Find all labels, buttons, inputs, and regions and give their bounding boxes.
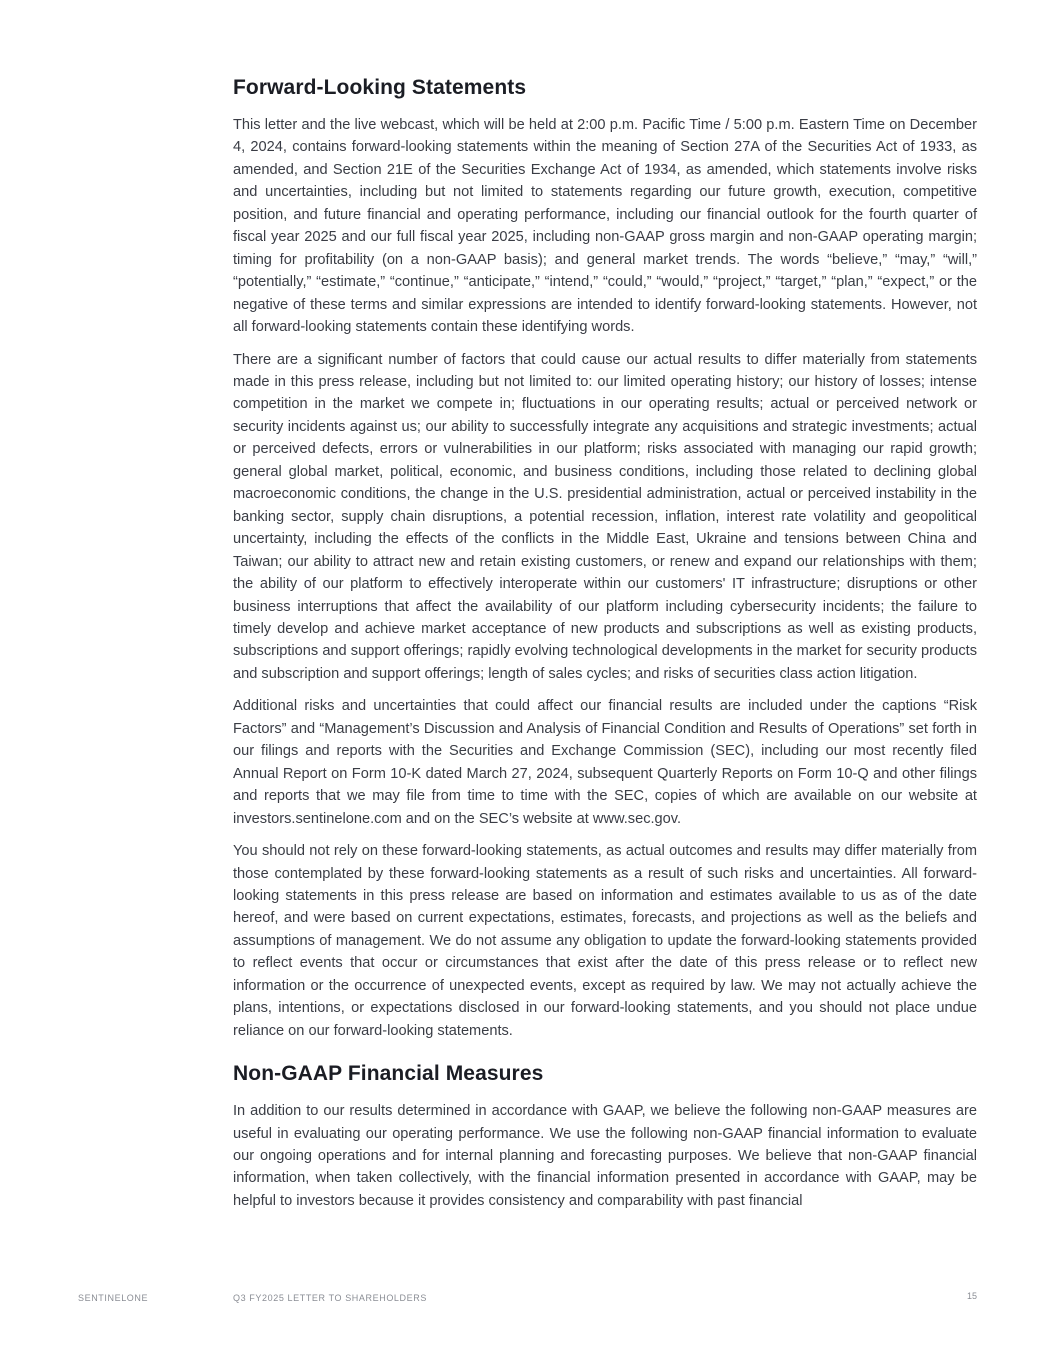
forward-looking-heading: Forward-Looking Statements bbox=[233, 76, 527, 99]
forward-looking-paragraph-4: You should not rely on these forward-looking statements, as actual outcomes and results may differ materially from those contemplated by these forward-looking statements as a result of such risks and uncertainties. All forward-looking statements in this press release are based on information and estimates available to us as of the date hereof, and were based on current expectations, estimates, forecasts, and projections as well as the beliefs and assumptions of management. We do not assume any obligation to update the forward-looking statements provided to reflect events that occur or circumstances that exist after the date of this press release or to reflect new information or the occurrence of unexpected events, except as required by law. We may not actually achieve the plans, intentions, or expectations disclosed in our forward-looking statements, and you should not place undue reliance on our forward-looking statements. bbox=[233, 843, 977, 1039]
forward-looking-paragraph-2: There are a significant number of factors that could cause our actual results to differ materially from statements made in this press release, including but not limited to: our limited operating history; our history of losses; intense competition in the market we compete in; fluctuations in our operating results; actual or perceived network or security incidents against us; our ability to successfully integrate any acquisitions and strategic investments; actual or perceived defects, errors or vulnerabilities in our platform; risks associated with managing our rapid growth; general global market, political, economic, and business conditions, including those related to declining global macroeconomic conditions, the change in the U.S. presidential administration, actual or perceived instability in the banking sector, supply chain disruptions, a potential recession, inflation, interest rate volatility and geopolitical uncertainty, including the effects of the conflicts in the Middle East, Ukraine and tensions between China and Taiwan; our ability to attract new and retain existing customers, or renew and expand our relationships with them; the ability of our platform to effectively interoperate within our customers' IT infrastructure; disruptions or other business interruptions that affect the availability of our platform including cybersecurity incidents; the failure to timely develop and achieve market acceptance of new products and subscriptions as well as existing products, subscriptions and support offerings; rapidly evolving technological developments in the market for security products and subscription and support offerings; length of sales cycles; and risks of securities class action litigation. bbox=[233, 351, 977, 682]
page-content bbox=[233, 74, 977, 1222]
footer-brand: SENTINELONE bbox=[78, 1293, 149, 1303]
forward-looking-paragraph-1: This letter and the live webcast, which will be held at 2:00 p.m. Pacific Time / 5:00 p.m. Eastern Time on December 4, 2024, contains forward-looking statements within the meaning of Section 27A of the Securities Act of 1933, as amended, and Section 21E of the Securities Exchange Act of 1934, as amended, which statements involve risks and uncertainties, including but not limited to statements regarding our future growth, execution, competitive position, and future financial and operating performance, including our financial outlook for the fourth quarter of fiscal year 2025 and our full fiscal year 2025, including non-GAAP gross margin and non-GAAP operating margin; timing for profitability (on a non-GAAP basis); and general market trends. The words “believe,” “may,” “will,” “potentially,” “estimate,” “continue,” “anticipate,” “intend,” “could,” “would,” “project,” “target,” “plan,” “expect,” or the negative of these terms and similar expressions are intended to identify forward-looking statements. However, not all forward-looking statements contain these identifying words. bbox=[233, 117, 977, 336]
forward-looking-paragraph-3: Additional risks and uncertainties that could affect our financial results are included under the captions “Risk Factors” and “Management’s Discussion and Analysis of Financial Condition and Results of Operations” set forth in our filings and reports with the Securities and Exchange Commission (SEC), including our most recently filed Annual Report on Form 10-K dated March 27, 2024, subsequent Quarterly Reports on Form 10-Q and other filings and reports that we may file from time to time with the SEC, copies of which are available on our website at investors.sentinelone.com and on the SEC’s website at www.sec.gov. bbox=[233, 698, 977, 827]
page-number: 15 bbox=[966, 1291, 977, 1301]
non-gaap-heading: Non-GAAP Financial Measures bbox=[233, 1062, 544, 1086]
footer-document-title: Q3 FY2025 LETTER TO SHAREHOLDERS bbox=[233, 1293, 427, 1303]
non-gaap-paragraph-1: In addition to our results determined in accordance with GAAP, we believe the following non-GAAP measures are useful in evaluating our operating performance. We use the following non-GAAP financial information to evaluate our ongoing operations and for internal planning and forecasting purposes. We believe that non-GAAP financial information, when taken collectively, with the financial information presented in accordance with GAAP, may be helpful to investors because it provides consistency and comparability with past financial bbox=[233, 1103, 977, 1209]
